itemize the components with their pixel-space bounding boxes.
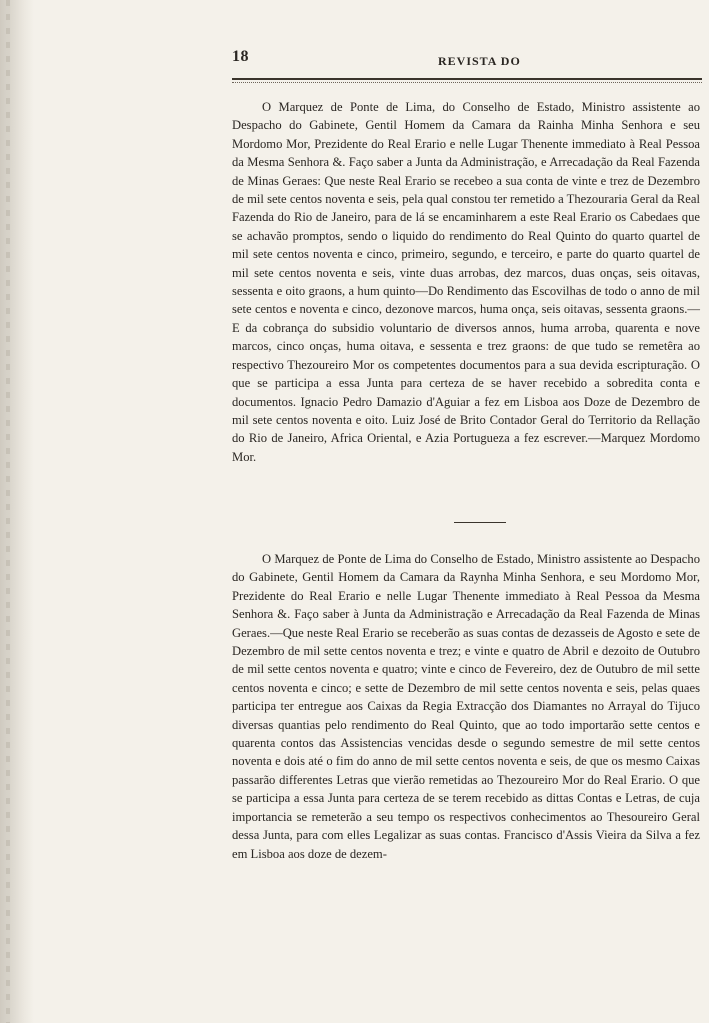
- paragraph-1: O Marquez de Ponte de Lima, do Conselho de Estado, Ministro assistente ao Despacho do Gabinete, Gentil Homem da Camara da Rainha Minha Senhora e seu Mordomo Mor, Prezidente do Real Erario e nelle Lugar Thenente immediato à Real Pessoa da Mesma Senhora &. Faço saber a Junta da Administração, e Arrecadação da Real Fazenda de Minas Geraes: Que neste Real Erario se recebeo a sua conta de vinte e trez de Dezembro de mil sete centos noventa e seis, pela qual constou ter remetido a Thezouraria Geral da Real Fazenda do Rio de Janeiro, para de lá se encaminharem a este Real Erario os Cabedaes que se achavão promptos, sendo o liquido do rendimento do Real Quinto do quarto quartel de mil sete centos noventa e cinco, primeiro, segundo, e terceiro, e parte do quarto quartel de mil sete centos noventa e seis, vinte duas arrobas, dez marcos, duas onças, seis oitavas, sessenta e oito graons, a hum quinto—Do Rendimento das Escovilhas de todo o anno de mil sete centos e noventa e cinco, dezonove marcos, huma onça, seis oitavas, sessenta graons.—E da cobrança do subsidio voluntario de diversos annos, huma arroba, quarenta e nove marcos, cinco onças, huma oitava, e sessenta e trez graons: de que tudo se remetêra ao respectivo Thezoureiro Mor os competentes documentos para a sua devida escripturação. O que se participa a essa Junta para certeza de se haver recebido a sobredita conta e documentos. Ignacio Pedro Damazio d'Aguiar a fez em Lisboa aos Doze de Dezembro de mil sete centos noventa e oito. Luiz José de Brito Contador Geral do Territorio da Rellação do Rio de Janeiro, Africa Oriental, e Azia Portugueza a fez escrever.—Marquez Mordomo Mor.: [232, 100, 700, 464]
- document-page: [232, 40, 702, 861]
- paragraph-2: O Marquez de Ponte de Lima do Conselho de Estado, Ministro assistente ao Despacho do Gabinete, Gentil Homem da Camara da Raynha Minha Senhora, e seu Mordomo Mor, Prezidente do Real Erario e nelle Lugar Thenente immediato à Real Pessoa da Mesma Senhora &. Faço saber à Junta da Administração e Arrecadação da Real Fazenda de Minas Geraes.—Que neste Real Erario se receberão as suas contas de dezasseis de Agosto e sete de Dezembro de mil sette centos noventa e trez; e vinte e quatro de Abril e dezoito de Outubro de mil sette centos noventa e quatro; vinte e cinco de Fevereiro, dez de Outubro de mil sette centos noventa e cinco; e sette de Dezembro de mil sette centos noventa e seis, pelas quaes participa ter entregue aos Caixas da Regia Extracção dos Diamantes no Arrayal do Tijuco diversas quantias pelo rendimento do Real Quinto, que ao todo importarão sette centos e quarenta contos das Assistencias vencidas desde o segundo semestre de mil sette centos noventa e dois até o fim do anno de mil sette centos noventa e seis, de que os mesmo Caixas passarão differentes Letras que vierão remetidas ao Thezoureiro Mor do Real Erario. O que se participa a essa Junta para certeza de se terem recebido as dittas Contas e Letras, de cuja importancia se remeterão a seu tempo os respectivos conhecimentos ao Thesoureiro Geral dessa Junta, para com elles Legalizar as suas contas. Francisco d'Assis Vieira da Silva a fez em Lisboa aos doze de dezem-: [232, 552, 700, 861]
- running-head-title: REVISTA DO: [438, 54, 521, 68]
- header-rule: [232, 78, 702, 80]
- running-head: [232, 40, 702, 68]
- section-separator: [454, 522, 506, 523]
- book-spine-shadow: [0, 0, 34, 1023]
- page-number: 18: [232, 48, 249, 65]
